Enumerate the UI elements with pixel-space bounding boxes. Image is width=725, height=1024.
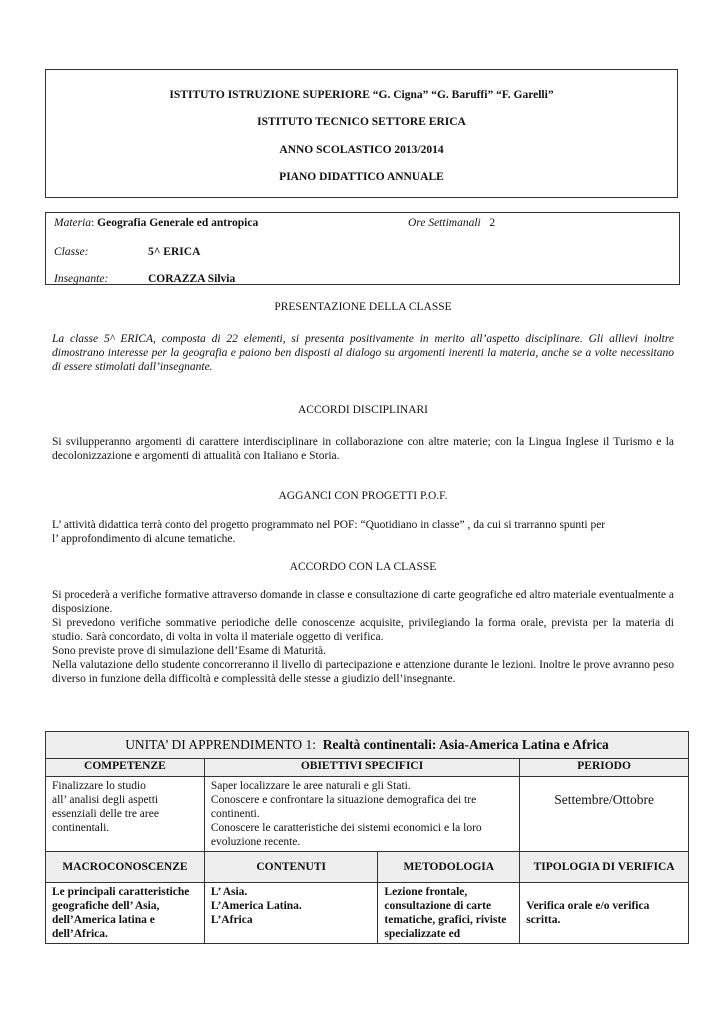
school-header-box (45, 69, 678, 198)
materia-label: Materia (54, 217, 92, 229)
school-year: ANNO SCOLASTICO 2013/2014 (279, 144, 444, 156)
learning-unit-table (45, 731, 689, 944)
course-info-box (45, 212, 680, 285)
ore-settimanali (408, 217, 495, 229)
insegnante-label: Insegnante: (54, 273, 109, 285)
contenuti-header: CONTENUTI (204, 852, 378, 883)
agganci-text (52, 518, 674, 546)
metodologia-cell: Lezione frontale, consultazione di carte tematiche, grafici, riviste specializzate ed (378, 883, 520, 944)
accordo-paragraph-4: Nella valutazione dello studente concorreranno il livello di partecipazione e attenzione durante le lezioni. Inoltre le prove avranno peso diverso in funzione della difficoltà e complessità delle stesse a giudizio dell’insegnante. (52, 659, 674, 685)
learning-unit-title (46, 732, 689, 759)
tipologia-header: TIPOLOGIA DI VERIFICA (520, 852, 689, 883)
learning-unit-topic: Realtà continentali: Asia-America Latina e Africa (322, 737, 609, 752)
agganci-line-2: l’ approfondimento di alcune tematiche. (52, 533, 236, 545)
metodologia-header: METODOLOGIA (378, 852, 520, 883)
presentazione-title: PRESENTAZIONE DELLA CLASSE (274, 301, 452, 313)
accordo-paragraph-3: Sono previste prove di simulazione dell’Esame di Maturità. (52, 645, 327, 657)
classe-row (54, 246, 201, 258)
agganci-title: AGGANCI CON PROGETTI P.O.F. (278, 490, 448, 502)
institute-sector: ISTITUTO TECNICO SETTORE ERICA (257, 116, 466, 128)
accordo-paragraph-2: Si prevedono verifiche sommative periodiche delle conoscenze acquisite, privilegiando la forma orale, prevista per la materia di studio. Sarà concordato, di volta in volta il materiale oggetto di verifica. (52, 617, 674, 643)
obiettivi-cell: Saper localizzare le aree naturali e gli Stati. Conoscere e confrontare la situazione demografica dei tre continenti. Conoscere le caratteristiche dei sistemi economici e la loro evoluzione recente. (204, 777, 519, 852)
accordi-text: Si svilupperanno argomenti di carattere interdisciplinare in collaborazione con altre materie; con la Lingua Inglese il Turismo e la decolonizzazione e argomenti di attualità con Italiano e Storia. (52, 436, 674, 462)
accordo-text (52, 588, 674, 686)
accordi-title: ACCORDI DISCIPLINARI (297, 404, 429, 416)
classe-value: 5^ ERICA (148, 246, 201, 258)
obiettivi-header: OBIETTIVI SPECIFICI (204, 759, 519, 777)
presentazione-text: La classe 5^ ERICA, composta di 22 elementi, si presenta positivamente in merito all’aspetto disciplinare. Gli allievi inoltre dimostrano interesse per la geografia e paiono ben disposti al dialogo su argomenti inerenti la materia, anche se a volte necessitano di essere stimolati dall’insegnante. (52, 333, 674, 373)
accordo-paragraph-1: Si procederà a verifiche formative attraverso domande in classe e consultazione di carte geografiche ed altro materiale eventualmente a disposizione. (52, 589, 674, 615)
competenze-cell: Finalizzare lo studio all’ analisi degli aspetti essenziali delle tre aree continentali. (46, 777, 205, 852)
accordo-title: ACCORDO CON LA CLASSE (289, 561, 437, 573)
agganci-line-1: L’ attività didattica terrà conto del progetto programmato nel POF: “Quotidiano in classe” , da cui si trarranno spunti per (52, 519, 606, 531)
document-title: PIANO DIDATTICO ANNUALE (279, 171, 444, 183)
learning-unit-prefix: UNITA’ DI APPRENDIMENTO 1: (125, 737, 316, 752)
contenuti-cell: L’ Asia. L’America Latina. L’Africa (204, 883, 378, 944)
tipologia-cell: Verifica orale e/o verifica scritta. (520, 883, 689, 944)
macroconoscenze-cell: Le principali caratteristiche geografiche dell’ Asia, dell’America latina e dell’Africa. (46, 883, 205, 944)
periodo-cell: Settembre/Ottobre (520, 777, 689, 852)
macroconoscenze-header: MACROCONOSCENZE (46, 852, 205, 883)
school-name: ISTITUTO ISTRUZIONE SUPERIORE “G. Cigna” “G. Baruffi” “F. Garelli” (169, 89, 554, 101)
materia-value: Geografia Generale ed antropica (97, 217, 259, 229)
ore-value: 2 (489, 217, 496, 229)
classe-label: Classe: (54, 246, 89, 258)
competenze-header: COMPETENZE (46, 759, 205, 777)
materia-row: Materia: Geografia Generale ed antropica Ore Settimanali 2 (54, 217, 496, 229)
periodo-header: PERIODO (520, 759, 689, 777)
insegnante-value: CORAZZA Silvia (148, 273, 236, 285)
insegnante-row (54, 273, 236, 285)
ore-label: Ore Settimanali (408, 217, 481, 229)
